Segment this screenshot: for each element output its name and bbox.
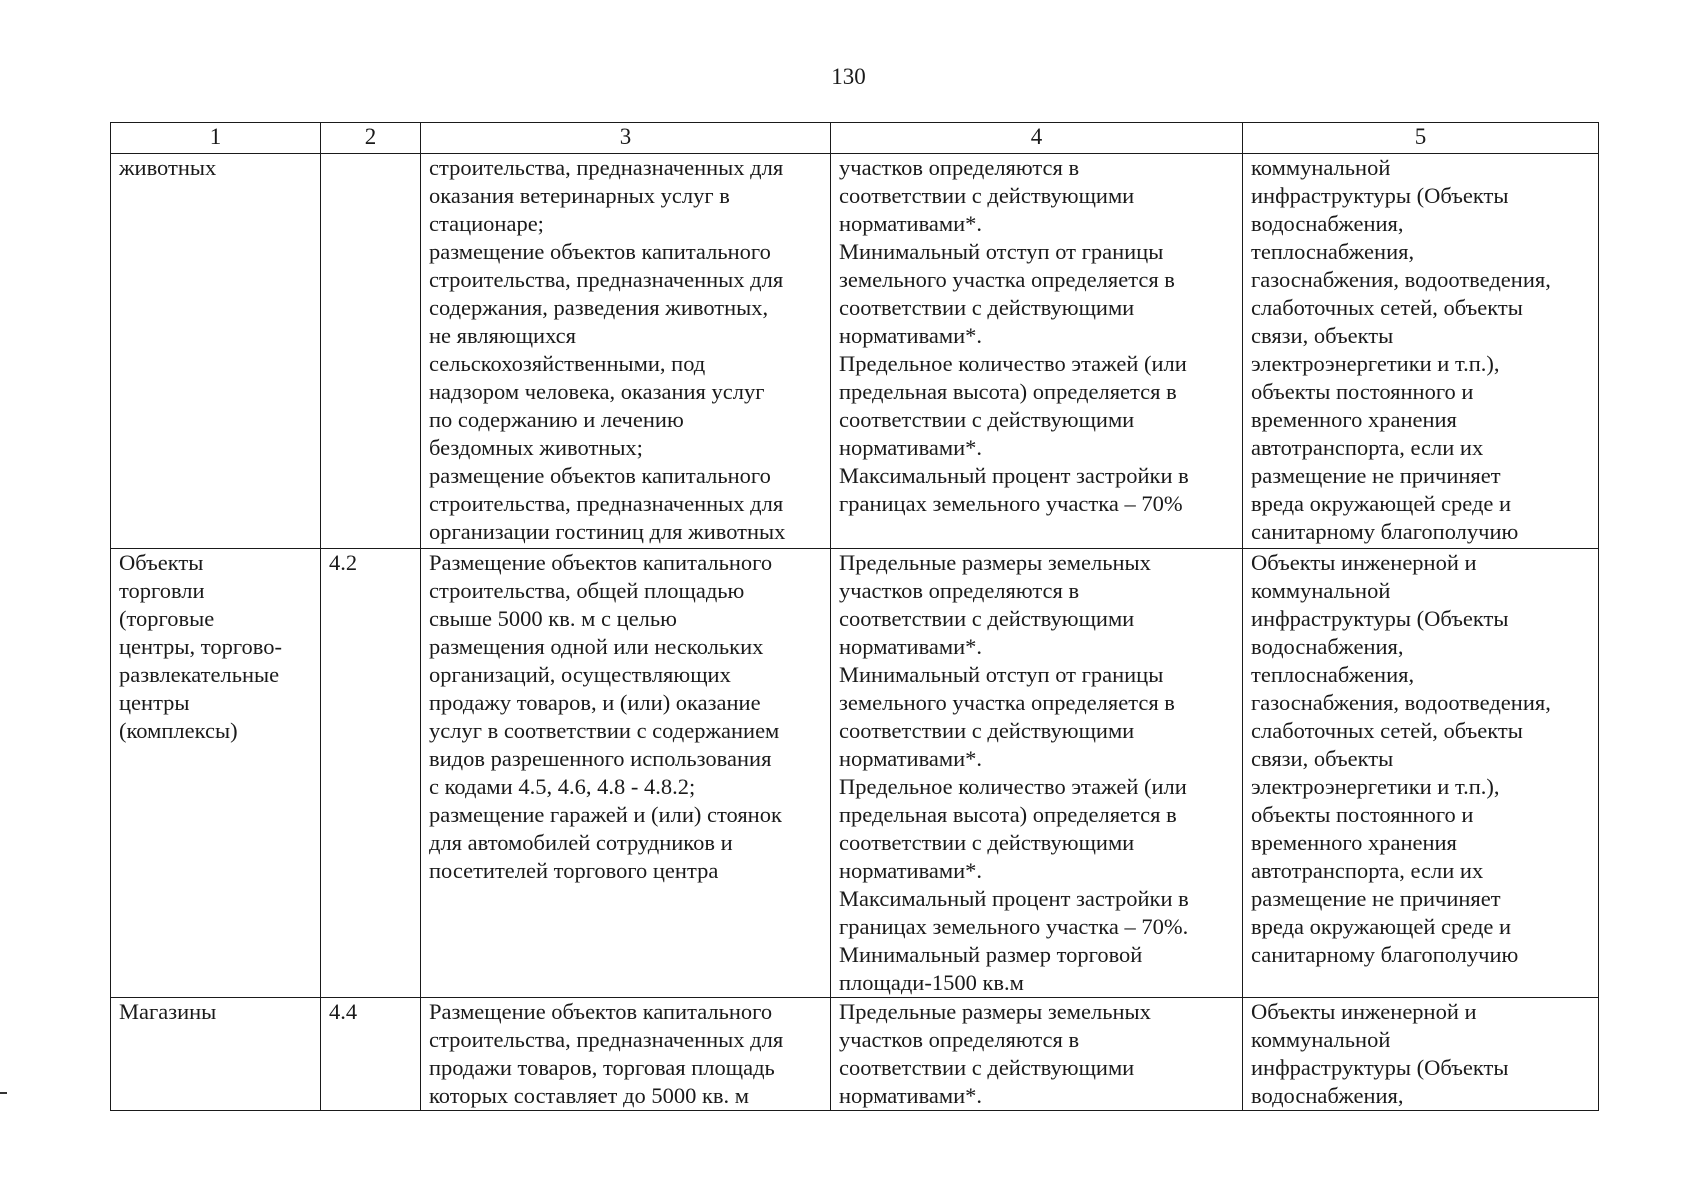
header-cell-5: 5 <box>1243 123 1599 154</box>
cell-text-line: надзором человека, оказания услуг <box>429 379 765 404</box>
cell-text-line: Предельное количество этажей (или <box>839 351 1187 376</box>
cell-text-line: свыше 5000 кв. м с целью <box>429 606 677 631</box>
cell-text-line: связи, объекты <box>1251 746 1394 771</box>
cell-text-line: санитарному благополучию <box>1251 519 1519 544</box>
cell-use-type <box>111 154 321 549</box>
cell-text-line: развлекательные <box>119 662 280 687</box>
cell-text-line: Минимальный отступ от границы <box>839 662 1164 687</box>
cell-text-line: автотранспорта, если их <box>1251 858 1484 883</box>
cell-description <box>421 549 831 998</box>
cell-text-line: соответствии с действующими <box>839 718 1135 743</box>
cell-text-line: Максимальный процент застройки в <box>839 463 1189 488</box>
table-row <box>111 998 1599 1111</box>
cell-parameters <box>831 549 1243 998</box>
cell-text-line: санитарному благополучию <box>1251 942 1519 967</box>
cell-text-line: вреда окружающей среде и <box>1251 914 1512 939</box>
cell-text-line: нормативами*. <box>839 323 983 348</box>
cell-text-line: соответствии с действующими <box>839 1055 1135 1080</box>
cell-text-line: коммунальной <box>1251 578 1391 603</box>
land-use-table <box>110 122 1599 1111</box>
cell-text-line: электроэнергетики и т.п.), <box>1251 351 1500 376</box>
cell-text-line: временного хранения <box>1251 407 1457 432</box>
header-cell-2: 2 <box>321 123 421 154</box>
cell-text-line: организаций, осуществляющих <box>429 662 731 687</box>
cell-text-line: строительства, предназначенных для <box>429 491 784 516</box>
cell-text-line: 4.4 <box>329 999 358 1024</box>
cell-text-line: сельскохозяйственными, под <box>429 351 706 376</box>
cell-text-line: автотранспорта, если их <box>1251 435 1484 460</box>
cell-text-line: инфраструктуры (Объекты <box>1251 606 1509 631</box>
cell-text-line: нормативами*. <box>839 1083 983 1108</box>
header-cell-4: 4 <box>831 123 1243 154</box>
cell-text-line: объекты постоянного и <box>1251 802 1474 827</box>
cell-text-line: содержания, разведения животных, <box>429 295 769 320</box>
cell-text-line: слаботочных сетей, объекты <box>1251 295 1523 320</box>
cell-text-line: объекты постоянного и <box>1251 379 1474 404</box>
cell-text-line: размещение объектов капитального <box>429 239 771 264</box>
cell-text-line: нормативами*. <box>839 211 983 236</box>
cell-auxiliary-uses <box>1243 998 1599 1111</box>
cell-text-line: строительства, предназначенных для <box>429 1027 784 1052</box>
cell-text-line: организации гостиниц для животных <box>429 519 786 544</box>
cell-text-line: продажи товаров, торговая площадь <box>429 1055 775 1080</box>
header-cell-3: 3 <box>421 123 831 154</box>
cell-text-line: соответствии с действующими <box>839 606 1135 631</box>
cell-code <box>321 549 421 998</box>
cell-text-line: (комплексы) <box>119 718 238 743</box>
cell-text-line: земельного участка определяется в <box>839 267 1175 292</box>
table-row <box>111 549 1599 998</box>
cell-text-line: которых составляет до 5000 кв. м <box>429 1083 749 1108</box>
cell-text-line: соответствии с действующими <box>839 295 1135 320</box>
cell-text-line: размещение гаражей и (или) стоянок <box>429 802 782 827</box>
cell-use-type <box>111 998 321 1111</box>
cell-auxiliary-uses <box>1243 154 1599 549</box>
cell-text-line: бездомных животных; <box>429 435 643 460</box>
cell-text-line: строительства, предназначенных для <box>429 155 784 180</box>
cell-text-line: водоснабжения, <box>1251 211 1404 236</box>
cell-description <box>421 154 831 549</box>
cell-text-line: нормативами*. <box>839 634 983 659</box>
cell-text-line: видов разрешенного использования <box>429 746 772 771</box>
cell-text-line: Объекты инженерной и <box>1251 550 1477 575</box>
cell-text-line: по содержанию и лечению <box>429 407 684 432</box>
cell-text-line: теплоснабжения, <box>1251 662 1415 687</box>
cell-text-line: слаботочных сетей, объекты <box>1251 718 1523 743</box>
cell-text-line: 4.2 <box>329 550 358 575</box>
cell-text-line: размещения одной или нескольких <box>429 634 764 659</box>
cell-code <box>321 998 421 1111</box>
cell-text-line: Предельные размеры земельных <box>839 999 1151 1024</box>
cell-text-line: Размещение объектов капитального <box>429 999 773 1024</box>
cell-parameters <box>831 998 1243 1111</box>
cell-text-line: не являющихся <box>429 323 577 348</box>
cell-text-line: Объекты <box>119 550 204 575</box>
cell-text-line: связи, объекты <box>1251 323 1394 348</box>
cell-text-line: газоснабжения, водоотведения, <box>1251 690 1551 715</box>
cell-text-line: торговли <box>119 578 205 603</box>
cell-text-line: строительства, общей площадью <box>429 578 745 603</box>
cell-parameters <box>831 154 1243 549</box>
cell-text-line: оказания ветеринарных услуг в <box>429 183 730 208</box>
cell-text-line: стационаре; <box>429 211 544 236</box>
cell-text-line: границах земельного участка – 70% <box>839 491 1183 516</box>
cell-text-line: Размещение объектов капитального <box>429 550 773 575</box>
cell-text-line: участков определяются в <box>839 578 1080 603</box>
cell-text-line: (торговые <box>119 606 215 631</box>
cell-text-line: газоснабжения, водоотведения, <box>1251 267 1551 292</box>
cell-text-line: участков определяются в <box>839 155 1080 180</box>
cell-text-line: Предельные размеры земельных <box>839 550 1151 575</box>
cell-text-line: посетителей торгового центра <box>429 858 719 883</box>
cell-text-line: соответствии с действующими <box>839 407 1135 432</box>
cell-text-line: Минимальный отступ от границы <box>839 239 1164 264</box>
cell-text-line: предельная высота) определяется в <box>839 379 1177 404</box>
cell-text-line: временного хранения <box>1251 830 1457 855</box>
cell-text-line: животных <box>119 155 217 180</box>
cell-text-line: нормативами*. <box>839 746 983 771</box>
cell-text-line: земельного участка определяется в <box>839 690 1175 715</box>
cell-text-line: размещение не причиняет <box>1251 886 1501 911</box>
cell-text-line: электроэнергетики и т.п.), <box>1251 774 1500 799</box>
header-cell-1: 1 <box>111 123 321 154</box>
cell-text-line: для автомобилей сотрудников и <box>429 830 733 855</box>
cell-text-line: коммунальной <box>1251 155 1391 180</box>
cell-text-line: соответствии с действующими <box>839 183 1135 208</box>
cell-text-line: с кодами 4.5, 4.6, 4.8 - 4.8.2; <box>429 774 696 799</box>
cell-text-line: участков определяются в <box>839 1027 1080 1052</box>
cell-text-line: инфраструктуры (Объекты <box>1251 183 1509 208</box>
cell-auxiliary-uses <box>1243 549 1599 998</box>
page-number: 130 <box>831 64 866 89</box>
cell-text-line: Минимальный размер торговой <box>839 942 1143 967</box>
cell-text-line: размещение объектов капитального <box>429 463 771 488</box>
cell-text-line: водоснабжения, <box>1251 1083 1404 1108</box>
cell-text-line: водоснабжения, <box>1251 634 1404 659</box>
cell-text-line: Объекты инженерной и <box>1251 999 1477 1024</box>
cell-text-line: строительства, предназначенных для <box>429 267 784 292</box>
margin-dash <box>0 1092 7 1094</box>
cell-text-line: предельная высота) определяется в <box>839 802 1177 827</box>
cell-text-line: Максимальный процент застройки в <box>839 886 1189 911</box>
cell-text-line: центры, торгово- <box>119 634 282 659</box>
cell-text-line: услуг в соответствии с содержанием <box>429 718 780 743</box>
cell-text-line: нормативами*. <box>839 435 983 460</box>
cell-text-line: соответствии с действующими <box>839 830 1135 855</box>
cell-text-line: инфраструктуры (Объекты <box>1251 1055 1509 1080</box>
cell-text-line: размещение не причиняет <box>1251 463 1501 488</box>
cell-text-line: теплоснабжения, <box>1251 239 1415 264</box>
cell-text-line: площади-1500 кв.м <box>839 970 1024 995</box>
cell-text-line: продажу товаров, и (или) оказание <box>429 690 761 715</box>
cell-text-line: центры <box>119 690 190 715</box>
table-row <box>111 154 1599 549</box>
cell-code <box>321 154 421 549</box>
cell-text-line: границах земельного участка – 70%. <box>839 914 1189 939</box>
cell-text-line: Магазины <box>119 999 217 1024</box>
cell-text-line: нормативами*. <box>839 858 983 883</box>
cell-description <box>421 998 831 1111</box>
cell-text-line: вреда окружающей среде и <box>1251 491 1512 516</box>
cell-use-type <box>111 549 321 998</box>
header-row <box>111 123 1599 154</box>
cell-text-line: коммунальной <box>1251 1027 1391 1052</box>
cell-text-line: Предельное количество этажей (или <box>839 774 1187 799</box>
